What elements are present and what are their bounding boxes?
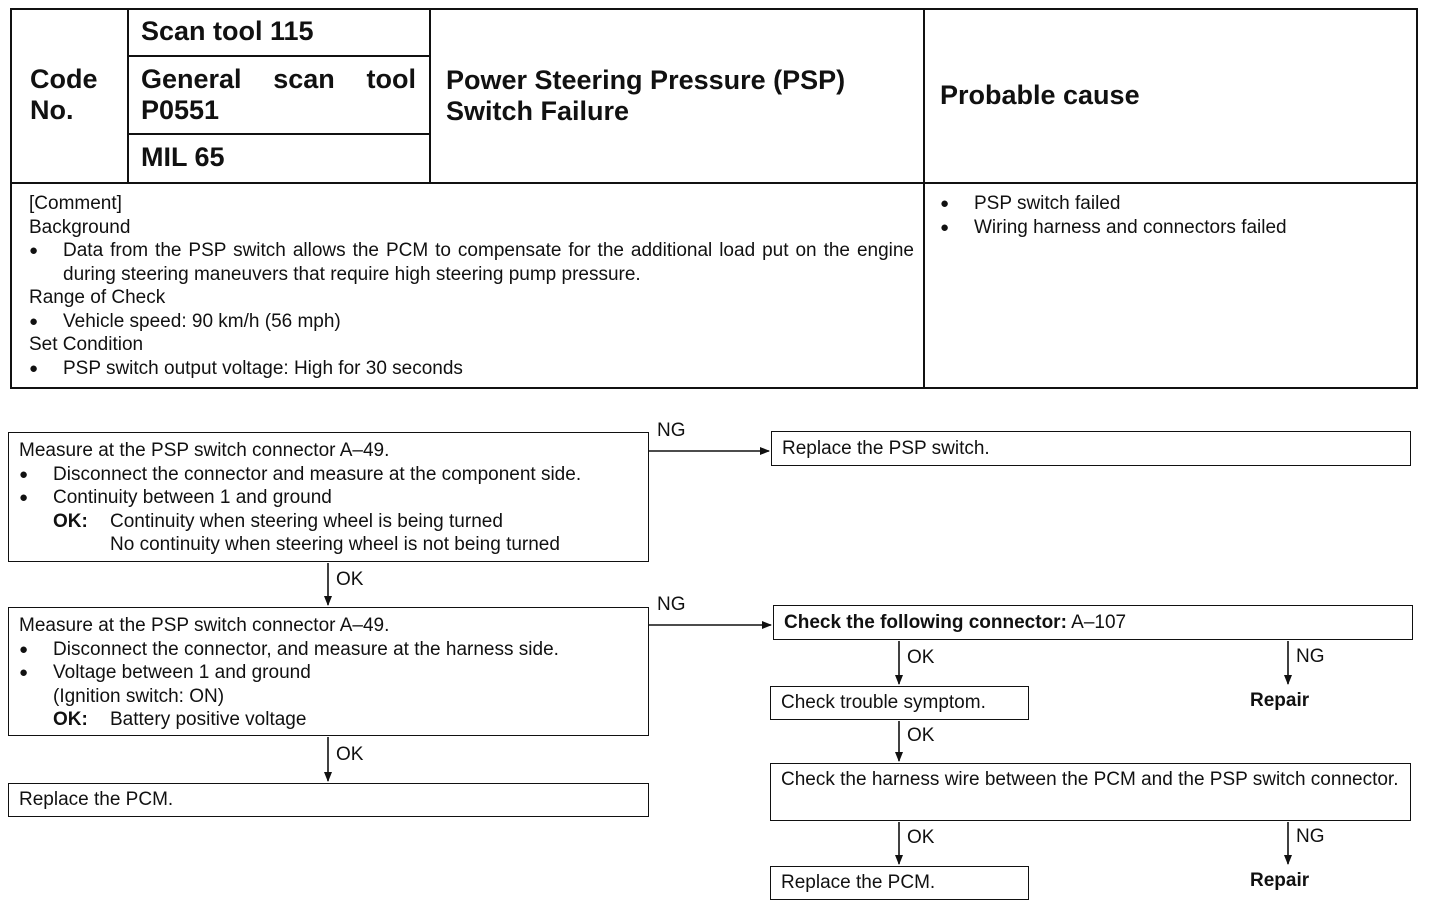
cause-item: ● PSP switch failed xyxy=(940,192,1400,216)
no-label: No. xyxy=(30,95,74,125)
ng-label: NG xyxy=(1296,646,1325,667)
background-heading: Background xyxy=(29,216,131,238)
connector-check-value: A–107 xyxy=(1071,612,1127,633)
cause-item: ● Wiring harness and connectors failed xyxy=(940,216,1400,240)
ng-label: NG xyxy=(657,594,686,615)
replace-psp-switch-text: Replace the PSP switch. xyxy=(782,438,990,459)
set-condition-heading: Set Condition xyxy=(29,334,144,355)
step2-bullet: ● Voltage between 1 and ground xyxy=(19,661,638,685)
comment-label: [Comment] xyxy=(29,193,122,214)
step2-bullet: ● Disconnect the connector, and measure at the harness side. xyxy=(19,638,638,662)
ok-label: OK xyxy=(907,827,935,848)
ok-label: OK xyxy=(907,725,935,746)
ok-label: OK xyxy=(336,569,364,590)
repair-label: Repair xyxy=(1250,870,1310,891)
step2-ok-text: Battery positive voltage xyxy=(110,709,307,730)
ok-label: OK xyxy=(336,744,364,765)
step1-bullet: ● Disconnect the connector and measure at the component side. xyxy=(19,463,638,487)
step1-ok-text: No continuity when steering wheel is not being turned xyxy=(110,534,560,555)
mil-label: MIL 65 xyxy=(141,142,225,172)
step1-bullet: ● Continuity between 1 and ground xyxy=(19,486,638,510)
step2-sub: (Ignition switch: ON) xyxy=(53,685,225,707)
repair-label: Repair xyxy=(1250,690,1310,711)
background-bullet: ● Data from the PSP switch allows the PCM to compensate for the additional load put on the engine during steering maneuvers that require high steering pump pressure. xyxy=(29,239,914,286)
ng-label: NG xyxy=(657,420,686,441)
ok-label: OK: xyxy=(53,709,88,730)
trouble-symptom-text: Check trouble symptom. xyxy=(781,692,986,713)
page-title: Power Steering Pressure (PSP) Switch Failure xyxy=(446,65,846,126)
range-heading: Range of Check xyxy=(29,287,166,308)
set-condition-bullet: ● PSP switch output voltage: High for 30 seconds xyxy=(29,357,914,381)
code-label: Code xyxy=(30,64,98,94)
connector-check-label: Check the following connector: xyxy=(784,612,1067,633)
step1-ok-text: Continuity when steering wheel is being turned xyxy=(110,510,503,532)
range-bullet: ● Vehicle speed: 90 km/h (56 mph) xyxy=(29,310,914,334)
probable-cause-heading: Probable cause xyxy=(940,80,1140,110)
replace-pcm-text: Replace the PCM. xyxy=(19,789,174,810)
ok-label: OK xyxy=(907,647,935,668)
general-scan-tool-label: General scan tool P0551 xyxy=(141,64,416,125)
final-replace-pcm-text: Replace the PCM. xyxy=(781,872,936,893)
harness-check-text: Check the harness wire between the PCM and the PSP switch connector. xyxy=(781,769,1399,790)
step1-title: Measure at the PSP switch connector A–49. xyxy=(19,440,390,461)
step2-title: Measure at the PSP switch connector A–49. xyxy=(19,615,390,636)
ok-label: OK: xyxy=(53,510,88,532)
scan-tool-label: Scan tool 115 xyxy=(141,16,314,46)
ng-label: NG xyxy=(1296,826,1325,847)
